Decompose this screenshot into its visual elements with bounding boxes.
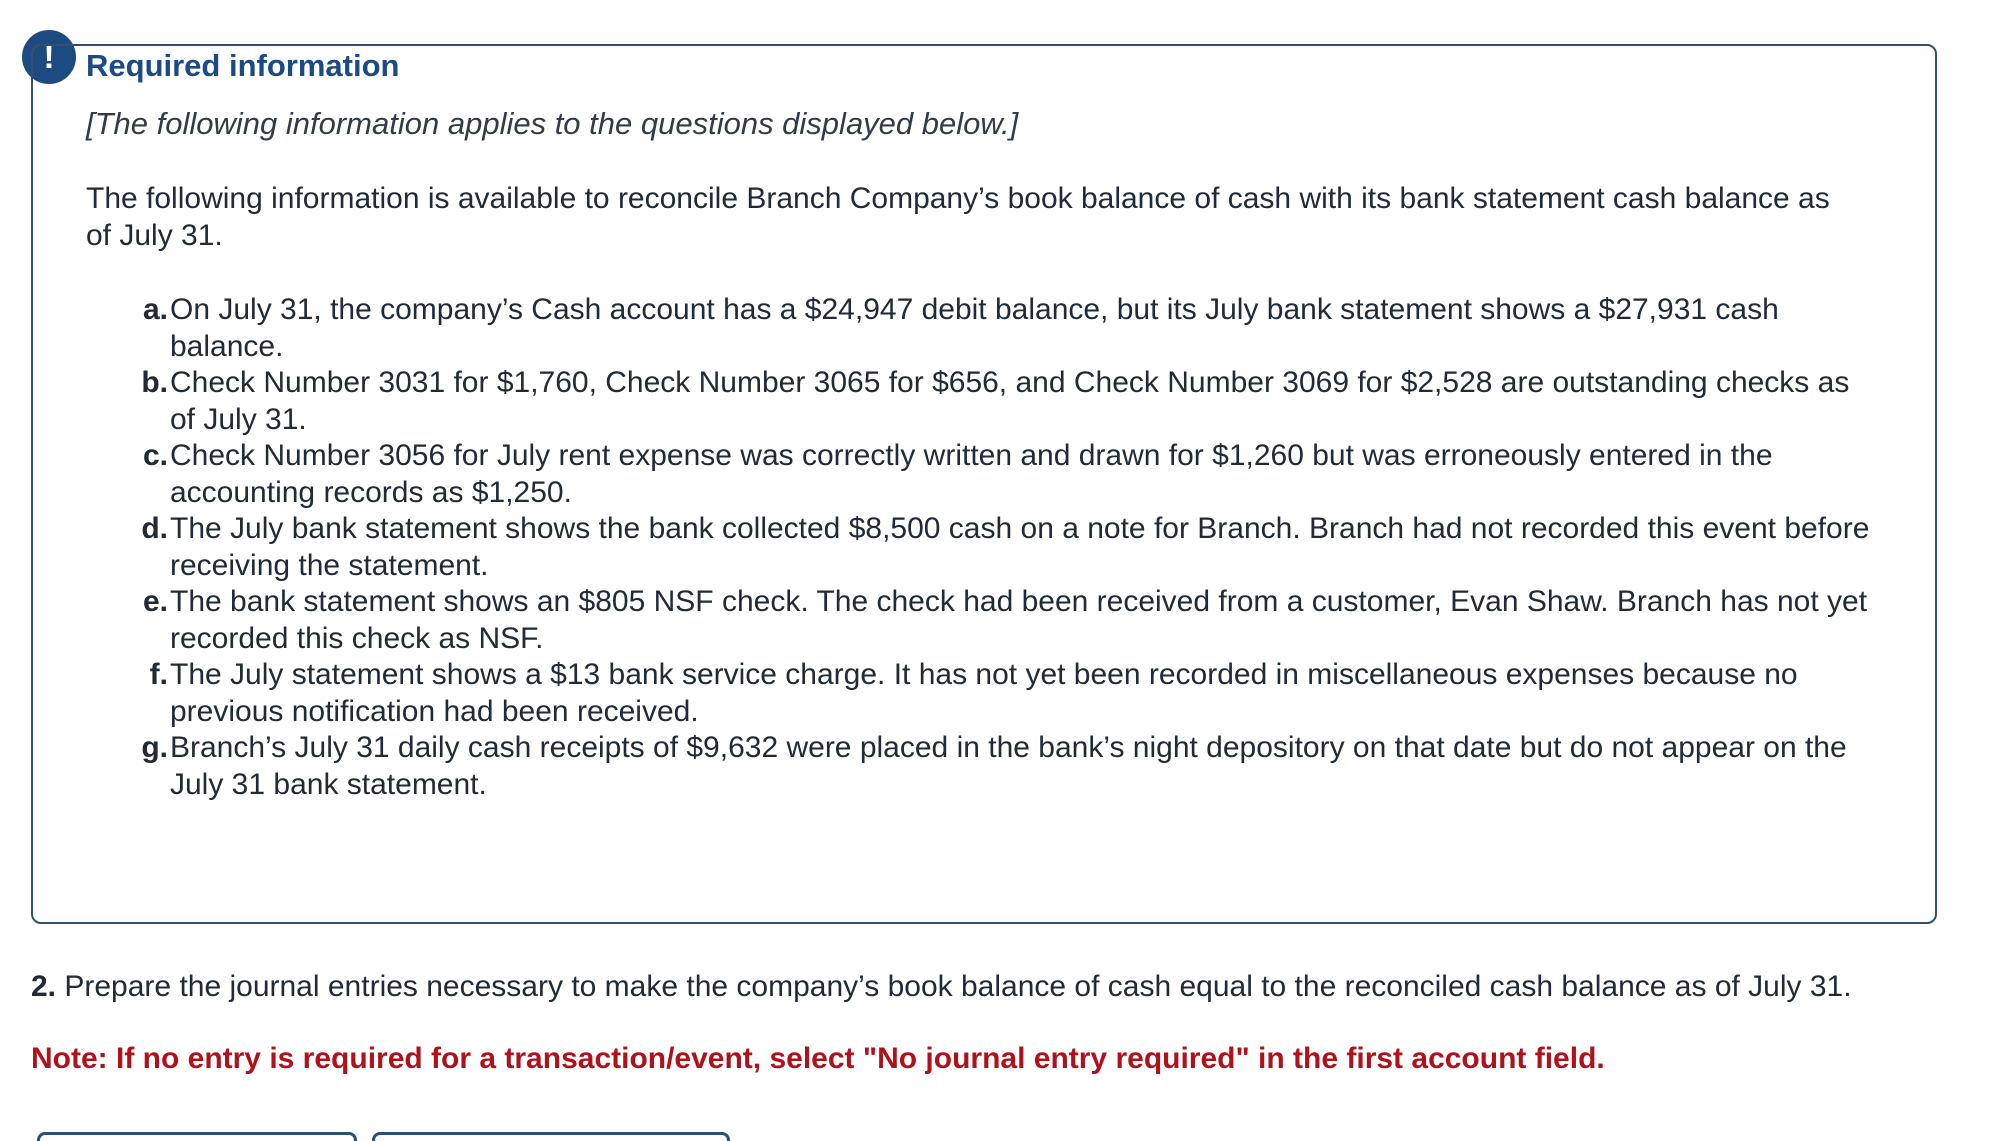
list-item-letter: c. [142, 439, 168, 472]
alert-icon: ! [22, 30, 76, 84]
list-item-letter: b. [141, 366, 168, 399]
list-item-letter: g. [141, 731, 168, 764]
list-item-text: On July 31, the company’s Cash account has a $24,947 debit balance, but its July bank statement shows a $27,931 cash balance. [170, 293, 1779, 363]
list-item-letter: f. [149, 658, 168, 691]
list-item [130, 657, 1870, 730]
list-item-text: The July statement shows a $13 bank service charge. It has not yet been recorded in miscellaneous expenses because no previous notification had been received. [170, 658, 1798, 728]
list-item-text: Check Number 3031 for $1,760, Check Number 3065 for $656, and Check Number 3069 for $2,528 are outstanding checks as of July 31. [170, 366, 1850, 436]
answer-tab-2[interactable] [372, 1132, 730, 1141]
list-item-text: The bank statement shows an $805 NSF check. The check had been received from a customer, Evan Shaw. Branch has not yet recorded this check as NSF. [170, 585, 1868, 655]
information-list [130, 292, 1870, 803]
list-item-letter: d. [141, 512, 168, 545]
answer-tab-1[interactable] [37, 1132, 357, 1141]
list-item [130, 365, 1870, 438]
list-item [130, 292, 1870, 365]
list-item-text: Check Number 3056 for July rent expense was correctly written and drawn for $1,260 but was erroneously entered in the accounting records as $1,250. [170, 439, 1773, 509]
required-information-title: Required information [86, 48, 400, 83]
list-item [130, 511, 1870, 584]
required-information-subtitle: [The following information applies to the questions displayed below.] [86, 106, 1019, 141]
list-item [130, 584, 1870, 657]
question-prompt [31, 968, 1931, 1005]
question-number: 2. [31, 970, 57, 1003]
intro-paragraph: The following information is available to reconcile Branch Company’s book balance of cash with its bank statement cash balance as of July 31. [86, 182, 1830, 252]
list-item [130, 438, 1870, 511]
list-item-text: The July bank statement shows the bank collected $8,500 cash on a note for Branch. Branch had not recorded this event before receiving the statement. [170, 512, 1870, 582]
question-note: Note: If no entry is required for a transaction/event, select "No journal entry required" in the first account field. [31, 1042, 1605, 1075]
list-item-letter: e. [142, 585, 168, 618]
list-item [130, 730, 1870, 803]
list-item-letter: a. [142, 293, 168, 326]
list-item-text: Branch’s July 31 daily cash receipts of $9,632 were placed in the bank’s night depository on that date but do not appear on the July 31 bank statement. [170, 731, 1847, 801]
question-text: Prepare the journal entries necessary to make the company’s book balance of cash equal to the reconciled cash balance as of July 31. [64, 970, 1852, 1003]
